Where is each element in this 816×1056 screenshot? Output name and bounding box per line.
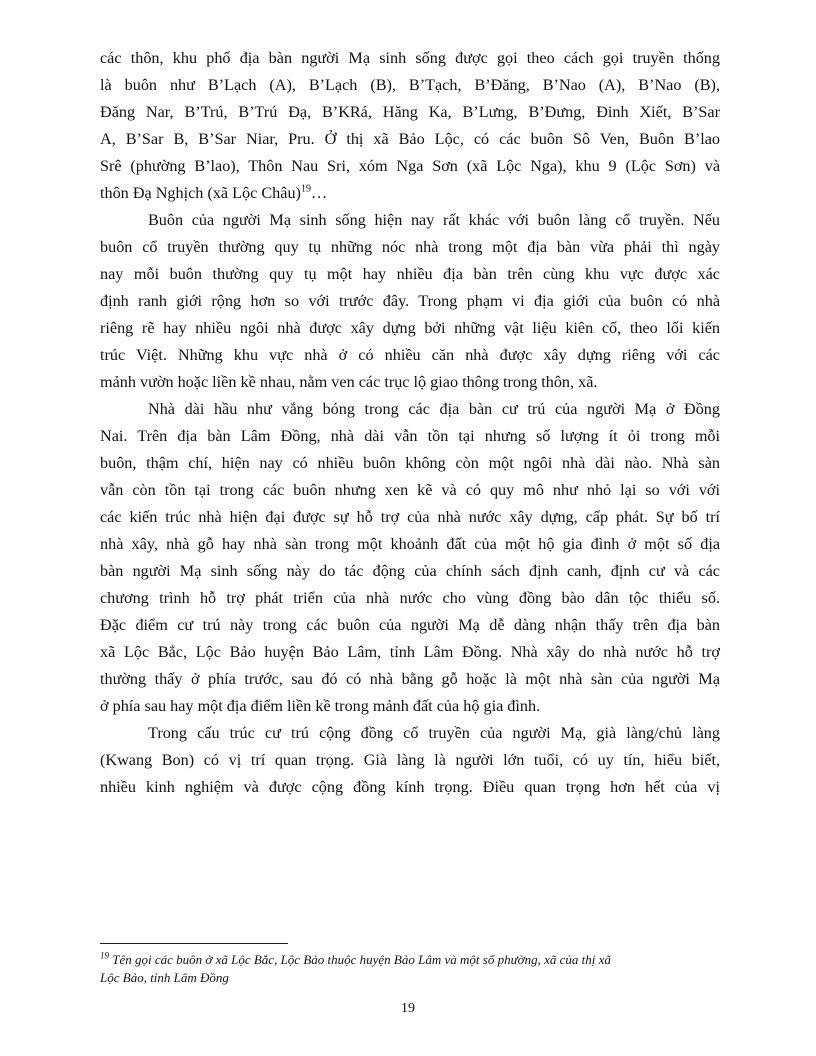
- text-line: nhà xây, nhà gỗ hay nhà sàn trong một khoảnh đất của một hộ gia đình ở một số địa: [100, 535, 720, 553]
- text-line: trúc Việt. Những khu vực nhà ở có nhiều căn nhà được xây dựng riêng với các: [100, 346, 720, 364]
- text-line: xã Lộc Bắc, Lộc Bảo huyện Bảo Lâm, tỉnh Lâm Đồng. Nhà xây do nhà nước hỗ trợ: [100, 643, 720, 661]
- text-line: bàn người Mạ sinh sống này do tác động của chính sách định canh, định cư và các: [100, 562, 720, 580]
- footnote-text: Tên gọi các buôn ở xã Lộc Bắc, Lộc Bảo thuộc huyện Bảo Lâm và một số phường, xã của thị xã: [112, 952, 611, 967]
- text-line: Đăng Nar, B’Trú, B’Trú Đạ, B’KRá, Hăng Ka, B’Lưng, B’Đưng, Đinh Xiết, B’Sar: [100, 103, 720, 121]
- text-line: Nhà dài hầu như vắng bóng trong các địa bàn cư trú của người Mạ ở Đồng: [148, 400, 720, 418]
- text-line: buôn cổ truyền thường quy tụ những nóc nhà trong một địa bàn vừa phải thì ngày: [100, 238, 720, 256]
- footnote-separator: [100, 943, 288, 944]
- footnote-number: 19: [100, 950, 109, 961]
- paragraph-4: [100, 720, 720, 801]
- text-line: Đặc điểm cư trú này trong các buôn của người Mạ dễ dàng nhận thấy trên địa bàn: [100, 616, 720, 634]
- text-line: ở phía sau hay một địa điểm liền kề trong mảnh đất của hộ gia đình.: [100, 697, 541, 715]
- text-line: thường thấy ở phía trước, sau đó có nhà bằng gỗ hoặc là một nhà sàn của người Mạ: [100, 670, 720, 688]
- footnote: [100, 951, 740, 987]
- text-line: Nai. Trên địa bàn Lâm Đồng, nhà dài vẫn tồn tại nhưng số lượng ít ỏi trong mỗi: [100, 427, 720, 445]
- text-line: Buôn của người Mạ sinh sống hiện nay rất khác với buôn làng cổ truyền. Nếu: [148, 211, 720, 229]
- text-line: buôn, thậm chí, hiện nay có nhiều buôn không còn một ngôi nhà dài nào. Nhà sàn: [100, 454, 720, 472]
- footnote-reference[interactable]: 19: [300, 183, 311, 195]
- text-line: Trong cấu trúc cư trú cộng đồng cổ truyền của người Mạ, già làng/chủ làng: [148, 724, 720, 742]
- text-line: [100, 180, 720, 207]
- footnote-line: Lộc Bảo, tỉnh Lâm Đồng: [100, 970, 229, 985]
- paragraph-1: [100, 45, 720, 207]
- text-line: định ranh giới rộng hơn so với trước đây. Trong phạm vi địa giới của buôn có nhà: [100, 292, 720, 310]
- text-line: nay mỗi buôn thường quy tụ một hay nhiều địa bàn trên cùng khu vực được xác: [100, 265, 720, 283]
- text-line: A, B’Sar B, B’Sar Niar, Pru. Ở thị xã Bảo Lộc, có các buôn Sô Ven, Buôn B’lao: [100, 130, 720, 148]
- text-line: vẫn còn tồn tại trong các buôn nhưng xen kẽ và có quy mô như nhỏ lại so với với: [100, 481, 720, 499]
- text-fragment: thôn Đạ Nghịch (xã Lộc Châu): [100, 184, 301, 202]
- paragraph-3: [100, 396, 720, 720]
- paragraph-2: [100, 207, 720, 396]
- text-line: các thôn, khu phố địa bàn người Mạ sinh sống được gọi theo cách gọi truyền thống: [100, 49, 720, 67]
- footnote-line: [100, 951, 740, 969]
- page-number: 19: [401, 1001, 415, 1016]
- text-line: chương trình hỗ trợ phát triển của nhà nước cho vùng đồng bào dân tộc thiểu số.: [100, 589, 720, 607]
- text-line: là buôn như B’Lạch (A), B’Lạch (B), B’Tạch, B’Đăng, B’Nao (A), B’Nao (B),: [100, 76, 720, 94]
- text-line: riêng rẽ hay nhiều ngôi nhà được xây dựng bởi những vật liệu kiên cố, theo lối kiến: [100, 319, 720, 337]
- text-line: mảnh vườn hoặc liền kề nhau, nằm ven các trục lộ giao thông trong thôn, xã.: [100, 373, 598, 391]
- text-fragment: …: [310, 184, 328, 202]
- text-line: nhiều kinh nghiệm và được cộng đồng kính trọng. Điều quan trọng hơn hết của vị: [100, 778, 720, 796]
- body-text: [100, 45, 720, 801]
- text-line: (Kwang Bon) có vị trí quan trọng. Già làng là người lớn tuổi, có uy tín, hiểu biết,: [100, 751, 720, 769]
- text-line: Srê (phường B’lao), Thôn Nau Sri, xóm Nga Sơn (xã Lộc Nga), khu 9 (Lộc Sơn) và: [100, 157, 720, 175]
- text-line: các kiến trúc nhà hiện đại được sự hỗ trợ của nhà nước xây dựng, cấp phát. Sự bố trí: [100, 508, 720, 526]
